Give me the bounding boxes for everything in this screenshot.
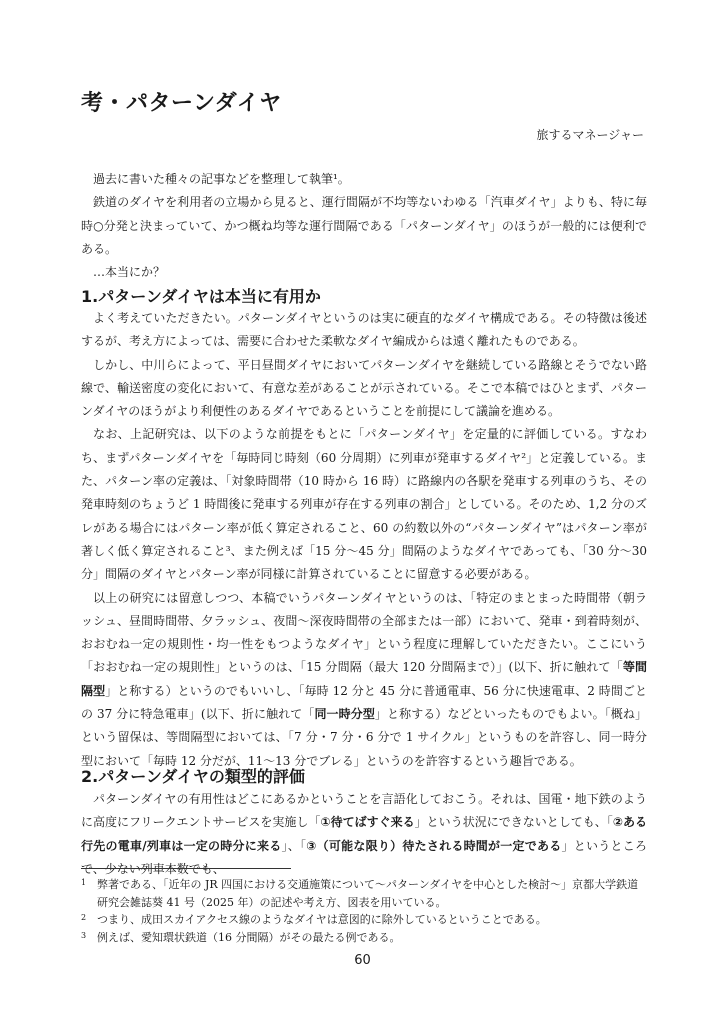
footnote (81, 911, 647, 929)
article-title: 考・パターンダイヤ (81, 91, 282, 116)
footnote-text: つまり、成田スカイアクセス線のようなダイヤは意図的に除外しているということである。 (97, 913, 547, 926)
intro-paragraph: …本当にか？ (93, 265, 166, 280)
body-paragraph: パターンダイヤの有用性はどこにあるかということを言語化しておこう。それは、国電・地下鉄のように高度にフリークエントサービスを実施し「①待てばすぐ来る」という状況にできないとしても、「②ある行先の電車/列車は一定の時分に来る」、「③（可能な限り）待たされる時間が一定である」というところで、少ない列車本数でも、 (81, 792, 647, 876)
footnotes (81, 876, 647, 946)
section-1-body (81, 307, 647, 773)
section-1-heading: 1.パターンダイヤは本当に有用か (81, 287, 321, 306)
section-2-heading: 2.パターンダイヤの類型的評価 (81, 767, 305, 786)
body-paragraph: なお、上記研究は、以下のような前提をもとに「パターンダイヤ」を定量的に評価している。すなわち、まずパターンダイヤを「毎時同じ時刻（60 分周期）に列車が発車するダイヤ²」と定義している。また、パターン率の定義は、「対象時間帯（10 時から 16 時）に路線内の各駅を発車する列車のうち、その発車時刻のちょうど 1 時間後に発車する列車が存在する列車の割合」としている。そのため、1,2 分のズレがある場合にはパターン率が低く算定されること、60 の約数以外の“パターンダイヤ”はパターン率が著しく低く算定されること³、また例えば「15 分～45 分」間隔のようなダイヤであっても、「30 分～30 分」間隔のダイヤとパターン率が同様に計算されていることに留意する必要がある。 (81, 427, 647, 582)
bold-term: 等間隔型 (81, 660, 647, 698)
footnote-number: 2 (81, 913, 87, 922)
page-number: 60 (354, 953, 371, 968)
body-paragraph: しかし、中川らによって、平日昼間ダイヤにおいてパターンダイヤを継続している路線とそうでない路線で、輸送密度の変化において、有意な差があることが示されている。そこで本稿ではひとまず、パターンダイヤのほうがより利便性のあるダイヤであるということを前提にして議論を進める。 (81, 357, 647, 419)
body-paragraph: よく考えていただきたい。パターンダイヤというのは実に硬直的なダイヤ構成である。その特徴は後述するが、考え方によっては、需要に合わせた柔軟なダイヤ編成からは遠く離れたものである。 (81, 311, 647, 349)
bold-phrase: ③（可能な限り）待たされる時間が一定である (306, 838, 562, 853)
intro-section (81, 168, 647, 284)
bold-phrase: ①待てばすぐ来る (320, 815, 415, 830)
bold-phrase: ②ある行先の電車/列車は一定の時分に来る (81, 815, 647, 853)
footnote (81, 876, 647, 911)
footnote-number: 3 (81, 930, 87, 940)
footnote-text: 弊著である、「近年の JR 四国における交通施策について～パターンダイヤを中心とした検討～」京都大学鉄道研究会雑誌葵 41 号（2025 年）の記述や考え方、図表を用いている。 (97, 878, 639, 909)
footnote-divider (81, 868, 291, 869)
footnote-text: 例えば、愛知環状鉄道（16 分間隔）がその最たる例である。 (97, 930, 401, 944)
bold-term: 同一時分型 (314, 707, 375, 722)
body-paragraph: 以上の研究には留意しつつ、本稿でいうパターンダイヤというのは、「特定のまとまった時間帯（朝ラッシュ、昼間時間帯、夕ラッシュ、夜間～深夜時間帯の全部または一部）において、発車・到着時刻が、おおむね一定の規則性・均一性をもつようなダイヤ」という程度に理解していただきたい。ここにいう「おおむね一定の規則性」というのは、「15 分間隔（最大 120 分間隔まで）」(以下、折に触れて「等間隔型」と称する）というのでもいいし、「毎時 12 分と 45 分に普通電車、56 分に快速電車、2 時間ごとの 37 分に特急電車」(以下、折に触れて「同一時分型」と称する）などといったものでもよい。「概ね」という留保は、等間隔型においては、「7 分・7 分・6 分で 1 サイクル」というものを許容し、同一時分型において「毎時 12 分だが、11～13 分でブレる」というのを許容するという趣旨である。 (81, 590, 647, 768)
author-name: 旅するマネージャー (536, 128, 644, 142)
footnote (81, 929, 647, 947)
footnote-number: 1 (81, 878, 87, 887)
intro-paragraph: 過去に書いた種々の記事などを整理して執筆¹。 (93, 172, 350, 186)
intro-paragraph: 鉄道のダイヤを利用者の立場から見ると、運行間隔が不均等ないわゆる「汽車ダイヤ」よりも、特に毎時○分発と決まっていて、かつ概ね均等な運行間隔である「パターンダイヤ」のほうが一般的には便利である。 (81, 195, 647, 256)
